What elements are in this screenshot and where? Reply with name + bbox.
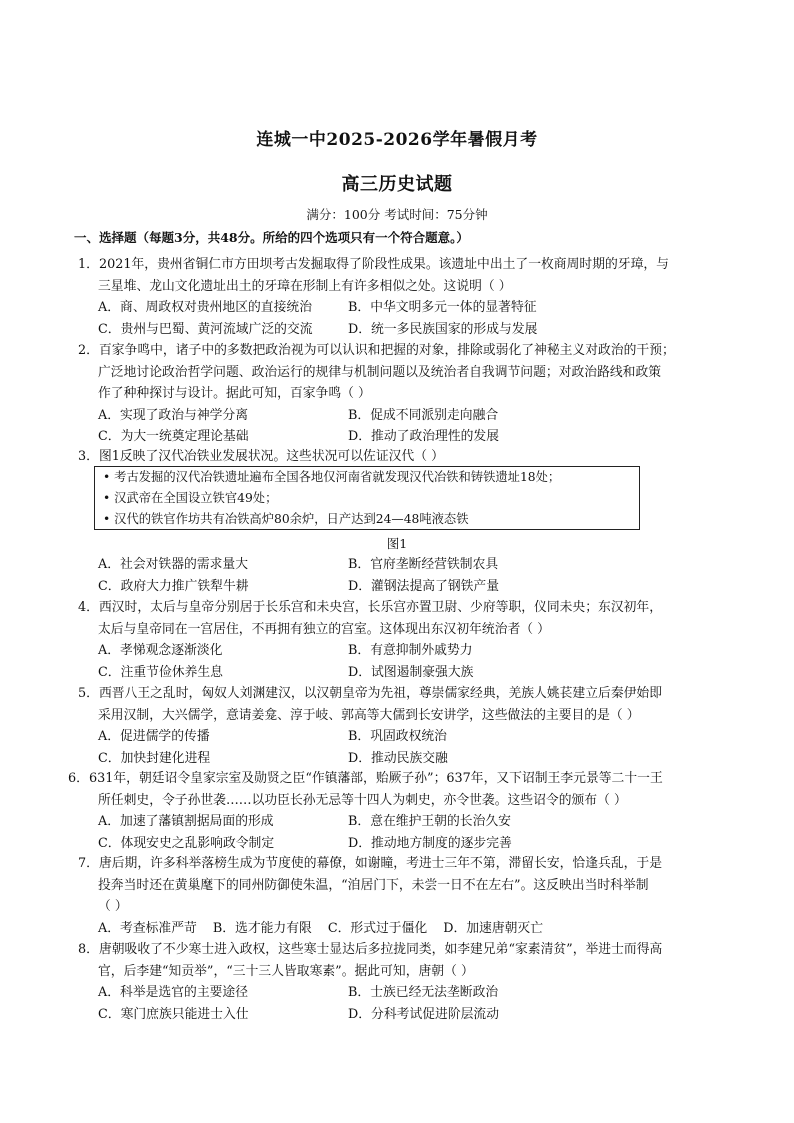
question-2-line-2: 广泛地讨论政治哲学问题、政治运行的规律与机制问题以及统治者自我调节问题；对政治路线和政策 <box>98 364 662 380</box>
question-5-option-c: C．加快封建化进程 <box>98 750 211 766</box>
question-4-line-1: 4．西汉时，太后与皇帝分别居于长乐宫和未央宫，长乐宫亦置卫尉、少府等职，仪同未央；东汉初年， <box>78 600 663 615</box>
question-8 <box>78 939 718 1025</box>
question-1-line-1: 1．2021年，贵州省铜仁市方田坝考古发掘取得了阶段性成果。该遗址中出土了一枚商周时期的牙璋，与 <box>78 257 669 272</box>
figure-1-item-1: • 考古发掘的汉代冶铁遗址遍布全国各地仅河南省就发现汉代冶铁和铸铁遗址18处； <box>103 470 561 484</box>
exam-meta: 满分：100分 考试时间：75分钟 <box>306 207 488 222</box>
question-6-line-1: 6．631年，朝廷诏令皇家宗室及勋贤之臣“作镇藩部，贻厥子孙”；637年，又下诏制王李元景等二十一王 <box>68 771 663 786</box>
question-1-option-d: D．统一多民族国家的形成与发展 <box>348 321 538 337</box>
exam-title: 连城一中2025-2026学年暑假月考 <box>256 130 538 150</box>
question-2-line-3: 作了种种探讨与设计。据此可知，百家争鸣（ ） <box>98 386 371 401</box>
question-6-option-a: A．加速了藩镇割据局面的形成 <box>98 814 274 829</box>
question-8-line-1: 8．唐朝吸收了不少寒士进入政权，这些寒士显达后多拉拢同类，如李建兄弟“家素清贫”，举进士而得高 <box>78 942 663 957</box>
question-7 <box>78 853 718 939</box>
question-3-option-d: D．灌钢法提高了钢铁产量 <box>348 578 500 594</box>
question-6-option-b: B．意在维护王朝的长治久安 <box>348 814 511 829</box>
question-1-option-a: A．商、周政权对贵州地区的直接统治 <box>98 300 312 315</box>
question-7-option-b: B．选才能力有限 <box>212 920 312 936</box>
figure-1-caption: 图1 <box>386 536 408 551</box>
question-5-option-a: A．促进儒学的传播 <box>98 729 210 744</box>
question-5 <box>78 683 718 769</box>
question-7-option-c: C．形式过于僵化 <box>327 920 428 936</box>
question-1-option-c: C．贵州与巴蜀、黄河流域广泛的交流 <box>98 321 313 337</box>
figure-1-item-2: • 汉武帝在全国设立铁官49处； <box>103 491 278 505</box>
question-6 <box>68 768 708 854</box>
question-3-line-1: 3．图1反映了汉代冶铁业发展状况。这些状况可以佐证汉代（ ） <box>78 449 444 464</box>
question-8-option-b: B．士族已经无法垄断政治 <box>348 985 499 1000</box>
question-2-option-d: D．推动了政治理性的发展 <box>348 429 500 444</box>
question-4-option-a: A．孝悌观念逐渐淡化 <box>98 643 223 658</box>
question-1 <box>78 254 718 340</box>
question-3-options <box>78 554 718 597</box>
question-3-option-c: C．政府大力推广铁犁牛耕 <box>98 578 249 594</box>
question-6-option-d: D．推动地方制度的逐步完善 <box>348 835 512 851</box>
question-7-option-a: A．考查标准严苛 <box>98 920 197 936</box>
question-8-line-2: 官，后李建“知贡举”，“三十三人皆取寒素”。据此可知，唐朝（ ） <box>98 963 474 979</box>
section-heading: 一、选择题（每题3分，共48分。所给的四个选项只有一个符合题意。） <box>74 230 469 245</box>
question-4-option-b: B．有意抑制外戚势力 <box>348 643 473 658</box>
question-2 <box>78 340 718 448</box>
question-5-option-b: B．巩固政权统治 <box>348 729 447 744</box>
question-8-option-c: C．寒门庶族只能进士入仕 <box>98 1006 249 1022</box>
question-7-option-d: D．加速唐朝灭亡 <box>443 920 544 936</box>
question-1-option-b: B．中华文明多元一体的显著特征 <box>348 300 537 315</box>
question-2-option-b: B．促成不同派别走向融合 <box>348 407 499 423</box>
question-4-option-d: D．试图遏制豪强大族 <box>348 664 474 680</box>
question-7-line-3: （ ） <box>98 899 128 914</box>
question-7-line-1: 7．唐后期，许多科举落榜生成为节度使的幕僚，如谢瞳，考进士三年不第，滞留长安，恰逢兵乱，于是 <box>78 856 663 871</box>
question-4-option-c: C．注重节俭休养生息 <box>98 664 223 680</box>
question-5-line-1: 5．西晋八王之乱时，匈奴人刘渊建汉，以汉朝皇帝为先祖，尊崇儒家经典，羌族人姚苌建立后秦伊始即 <box>78 686 663 701</box>
question-5-option-d: D．推动民族交融 <box>348 750 448 766</box>
figure-1-box <box>94 466 640 530</box>
figure-1-item-3: • 汉代的铁官作坊共有冶铁高炉80余炉，日产达到24—48吨液态铁 <box>103 512 469 526</box>
question-7-line-2: 投奔当时还在黄巢麾下的同州防御使朱温，“洎居门下，未尝一日不在左右”。这反映出当时科举制 <box>98 877 649 893</box>
question-3-option-a: A．社会对铁器的需求量大 <box>98 557 249 572</box>
question-6-option-c: C．体现安史之乱影响政令制定 <box>98 835 275 851</box>
question-5-line-2: 采用汉制，大兴儒学，意请姜龛、淳于岐、郭高等大儒到长安讲学，这些做法的主要目的是（ ） <box>98 707 640 723</box>
question-1-line-2: 三星堆、龙山文化遗址出土的牙璋在形制上有许多相似之处。这说明（ ） <box>98 278 512 294</box>
question-3 <box>78 446 718 468</box>
question-8-option-d: D．分科考试促进阶层流动 <box>348 1006 500 1022</box>
question-8-option-a: A．科举是选官的主要途径 <box>98 985 249 1000</box>
exam-subtitle: 高三历史试题 <box>341 174 453 195</box>
question-2-option-c: C．为大一统奠定理论基础 <box>98 429 249 444</box>
question-4 <box>78 597 718 683</box>
question-4-line-2: 太后与皇帝同在一宫居住，不再拥有独立的宫室。这体现出东汉初年统治者（ ） <box>98 621 550 637</box>
question-2-line-1: 2．百家争鸣中，诸子中的多数把政治视为可以认识和把握的对象，排除或弱化了神秘主义对政治的干预； <box>78 343 675 358</box>
question-3-option-b: B．官府垄断经营铁制农具 <box>348 557 499 572</box>
question-2-option-a: A．实现了政治与神学分离 <box>98 407 249 423</box>
question-6-line-2: 所任刺史，令子孙世袭……以功臣长孙无忌等十四人为刺史，亦令世袭。这些诏令的颁布（ ） <box>98 792 627 808</box>
